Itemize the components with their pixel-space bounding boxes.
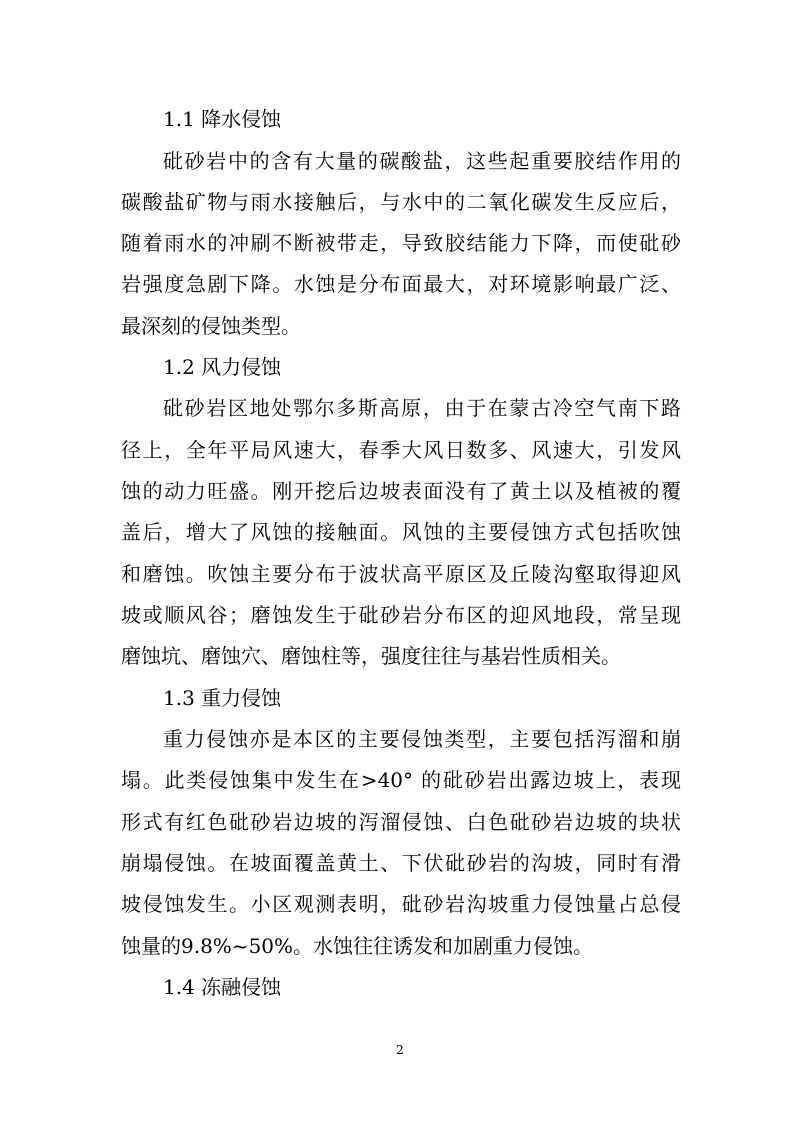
paragraph-line: 坡或顺风谷；磨蚀发生于砒砂岩分布区的迎风地段，常呈现 — [121, 603, 681, 627]
section-heading: 1.4 冻融侵蚀 — [163, 975, 282, 999]
paragraph-line: 重力侵蚀亦是本区的主要侵蚀类型，主要包括泻溜和崩 — [163, 727, 681, 751]
paragraph-line: 径上，全年平局风速大，春季大风日数多、风速大，引发风 — [121, 438, 681, 462]
paragraph-line: 砒砂岩区地处鄂尔多斯高原，由于在蒙古冷空气南下路 — [163, 396, 681, 420]
section-heading: 1.1 降水侵蚀 — [163, 107, 282, 131]
paragraph-line: 岩强度急剧下降。水蚀是分布面最大，对环境影响最广泛、 — [121, 272, 681, 296]
paragraph-line: 坡侵蚀发生。小区观测表明，砒砂岩沟坡重力侵蚀量占总侵 — [121, 892, 681, 916]
paragraph-line: 碳酸盐矿物与雨水接触后，与水中的二氧化碳发生反应后， — [121, 190, 681, 214]
paragraph-line: 蚀量的9.8%~50%。水蚀往往诱发和加剧重力侵蚀。 — [121, 934, 594, 958]
paragraph-line: 随着雨水的冲刷不断被带走，导致胶结能力下降，而使砒砂 — [121, 231, 681, 255]
paragraph-line: 砒砂岩中的含有大量的碳酸盐，这些起重要胶结作用的 — [163, 149, 681, 173]
paragraph-line: 和磨蚀。吹蚀主要分布于波状高平原区及丘陵沟壑取得迎风 — [121, 562, 681, 586]
paragraph-line: 磨蚀坑、磨蚀穴、磨蚀柱等，强度往往与基岩性质相关。 — [121, 644, 621, 668]
paragraph-line: 最深刻的侵蚀类型。 — [121, 314, 301, 338]
paragraph-line: 塌。此类侵蚀集中发生在>40° 的砒砂岩出露边坡上，表现 — [121, 768, 681, 792]
paragraph-line: 盖后，增大了风蚀的接触面。风蚀的主要侵蚀方式包括吹蚀 — [121, 520, 681, 544]
section-heading: 1.3 重力侵蚀 — [163, 686, 282, 710]
paragraph-line: 蚀的动力旺盛。刚开挖后边坡表面没有了黄土以及植被的覆 — [121, 479, 681, 503]
page-number: 2 — [396, 1043, 404, 1057]
section-heading: 1.2 风力侵蚀 — [163, 355, 282, 379]
paragraph-line: 崩塌侵蚀。在坡面覆盖黄土、下伏砒砂岩的沟坡，同时有滑 — [121, 851, 681, 875]
paragraph-line: 形式有红色砒砂岩边坡的泻溜侵蚀、白色砒砂岩边坡的块状 — [121, 810, 681, 834]
